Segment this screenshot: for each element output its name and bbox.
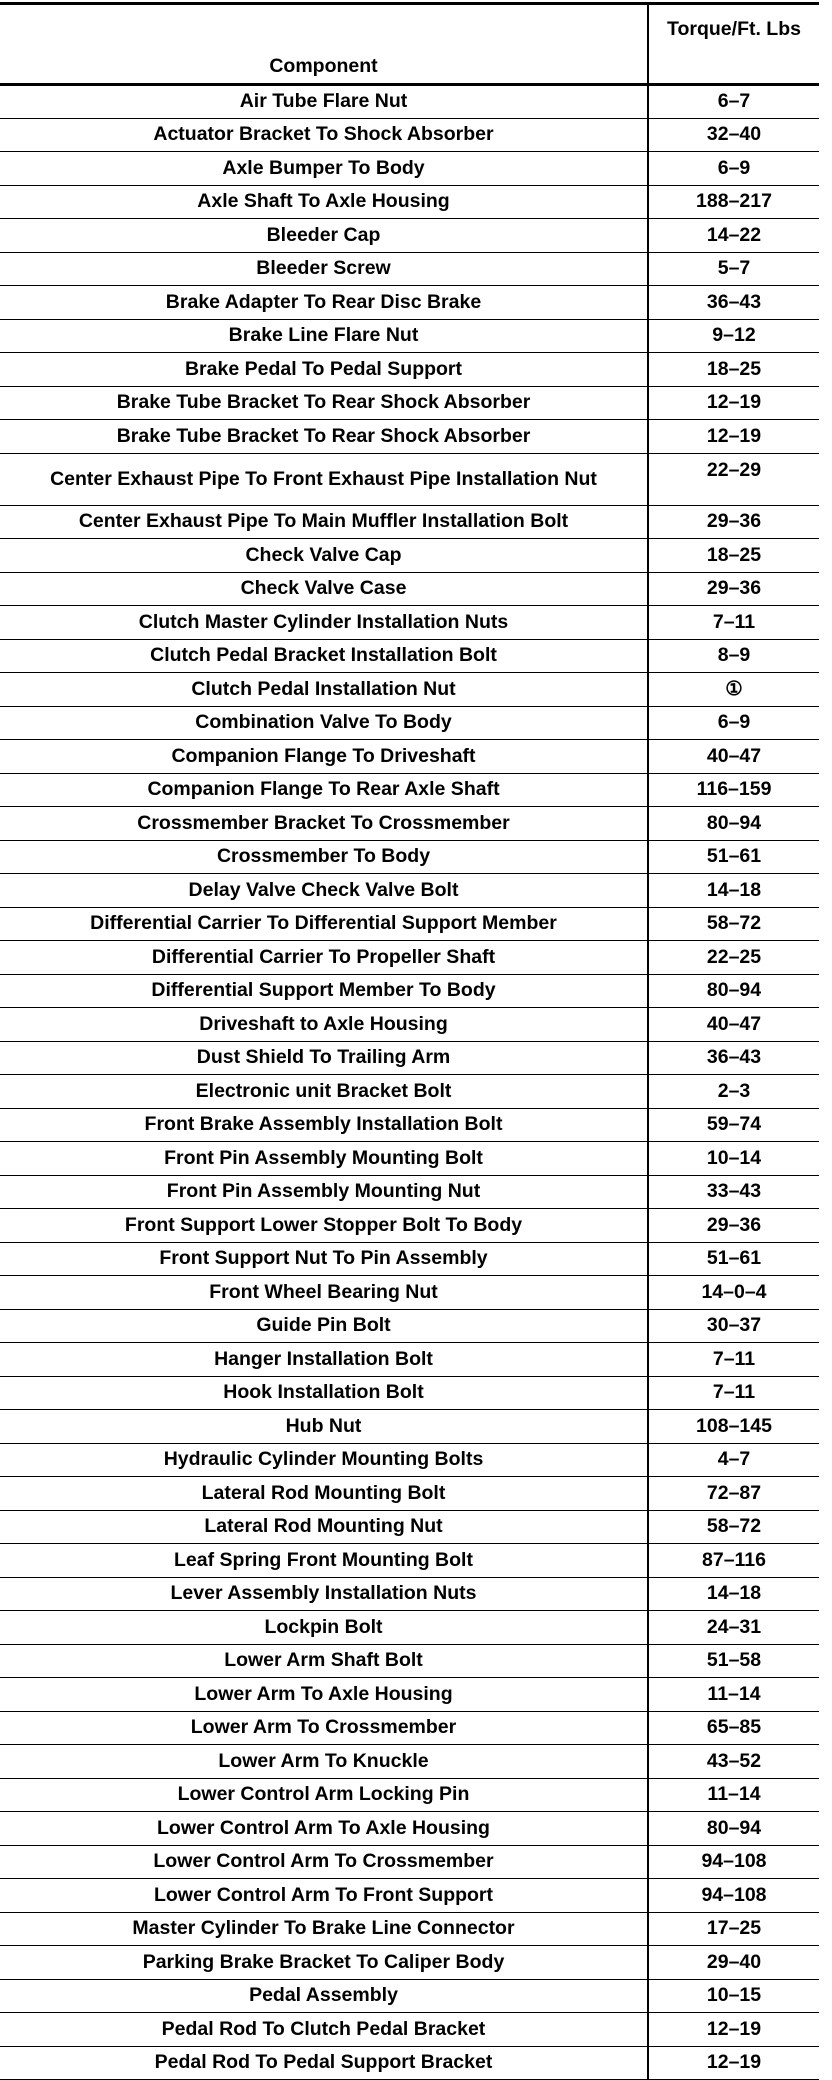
component-cell: Parking Brake Bracket To Caliper Body <box>0 1946 648 1980</box>
torque-cell: 30–37 <box>648 1309 819 1343</box>
component-cell: Lower Control Arm To Axle Housing <box>0 1812 648 1846</box>
component-cell: Crossmember Bracket To Crossmember <box>0 807 648 841</box>
torque-cell: 6–9 <box>648 706 819 740</box>
table-body <box>0 85 819 2080</box>
torque-column-header: Torque/Ft. Lbs <box>648 4 819 85</box>
torque-cell: 7–11 <box>648 1376 819 1410</box>
component-cell: Axle Bumper To Body <box>0 152 648 186</box>
torque-cell: 108–145 <box>648 1410 819 1444</box>
table-row <box>0 1644 819 1678</box>
torque-cell: 94–108 <box>648 1845 819 1879</box>
component-cell: Clutch Master Cylinder Installation Nuts <box>0 606 648 640</box>
torque-cell: 4–7 <box>648 1443 819 1477</box>
torque-cell: 12–19 <box>648 2046 819 2080</box>
component-cell: Clutch Pedal Bracket Installation Bolt <box>0 639 648 673</box>
torque-cell: 12–19 <box>648 420 819 454</box>
table-row <box>0 185 819 219</box>
table-row <box>0 219 819 253</box>
torque-cell: 29–36 <box>648 505 819 539</box>
component-cell: Actuator Bracket To Shock Absorber <box>0 118 648 152</box>
table-row <box>0 606 819 640</box>
torque-cell: 80–94 <box>648 1812 819 1846</box>
table-row <box>0 773 819 807</box>
component-cell: Hanger Installation Bolt <box>0 1343 648 1377</box>
table-row <box>0 286 819 320</box>
table-row <box>0 1108 819 1142</box>
component-cell: Guide Pin Bolt <box>0 1309 648 1343</box>
table-row <box>0 1678 819 1712</box>
table-row <box>0 1745 819 1779</box>
table-row <box>0 673 819 707</box>
torque-cell: 36–43 <box>648 286 819 320</box>
torque-cell: 6–9 <box>648 152 819 186</box>
table-row <box>0 1276 819 1310</box>
component-cell: Differential Carrier To Differential Support Member <box>0 907 648 941</box>
component-cell: Front Pin Assembly Mounting Bolt <box>0 1142 648 1176</box>
component-cell: Check Valve Case <box>0 572 648 606</box>
torque-cell: 58–72 <box>648 1510 819 1544</box>
component-cell: Combination Valve To Body <box>0 706 648 740</box>
table-row <box>0 2013 819 2047</box>
table-row <box>0 1142 819 1176</box>
table-row <box>0 1577 819 1611</box>
component-cell: Electronic unit Bracket Bolt <box>0 1075 648 1109</box>
table-row <box>0 252 819 286</box>
table-row <box>0 639 819 673</box>
component-cell: Lateral Rod Mounting Bolt <box>0 1477 648 1511</box>
component-cell: Hydraulic Cylinder Mounting Bolts <box>0 1443 648 1477</box>
table-row <box>0 840 819 874</box>
table-header <box>0 4 819 85</box>
torque-cell: 9–12 <box>648 319 819 353</box>
table-row <box>0 1778 819 1812</box>
torque-cell: 80–94 <box>648 807 819 841</box>
torque-cell: 65–85 <box>648 1711 819 1745</box>
torque-cell: 40–47 <box>648 740 819 774</box>
table-row <box>0 974 819 1008</box>
component-cell: Lower Control Arm To Front Support <box>0 1879 648 1913</box>
table-row <box>0 1879 819 1913</box>
component-cell: Clutch Pedal Installation Nut <box>0 673 648 707</box>
torque-cell: 80–94 <box>648 974 819 1008</box>
component-cell: Lower Control Arm Locking Pin <box>0 1778 648 1812</box>
torque-cell: 10–14 <box>648 1142 819 1176</box>
table-row <box>0 1376 819 1410</box>
torque-cell: 12–19 <box>648 386 819 420</box>
torque-cell: 29–36 <box>648 572 819 606</box>
component-cell: Lower Control Arm To Crossmember <box>0 1845 648 1879</box>
table-row <box>0 907 819 941</box>
component-cell: Crossmember To Body <box>0 840 648 874</box>
torque-cell: 22–29 <box>648 453 819 505</box>
torque-cell: 11–14 <box>648 1778 819 1812</box>
table-row <box>0 453 819 505</box>
torque-cell: 8–9 <box>648 639 819 673</box>
table-row <box>0 1912 819 1946</box>
component-cell: Front Support Nut To Pin Assembly <box>0 1242 648 1276</box>
table-row <box>0 1443 819 1477</box>
torque-cell: 116–159 <box>648 773 819 807</box>
component-cell: Hook Installation Bolt <box>0 1376 648 1410</box>
component-cell: Center Exhaust Pipe To Main Muffler Installation Bolt <box>0 505 648 539</box>
torque-cell: 94–108 <box>648 1879 819 1913</box>
table-row <box>0 1477 819 1511</box>
component-cell: Lateral Rod Mounting Nut <box>0 1510 648 1544</box>
torque-cell: 14–0–4 <box>648 1276 819 1310</box>
torque-cell: 18–25 <box>648 353 819 387</box>
component-cell: Dust Shield To Trailing Arm <box>0 1041 648 1075</box>
torque-cell: 22–25 <box>648 941 819 975</box>
component-cell: Bleeder Cap <box>0 219 648 253</box>
torque-cell: 6–7 <box>648 85 819 119</box>
table-row <box>0 319 819 353</box>
component-cell: Center Exhaust Pipe To Front Exhaust Pipe Installation Nut <box>0 453 648 505</box>
torque-cell: 33–43 <box>648 1175 819 1209</box>
component-cell: Companion Flange To Driveshaft <box>0 740 648 774</box>
torque-cell: 24–31 <box>648 1611 819 1645</box>
component-cell: Front Support Lower Stopper Bolt To Body <box>0 1209 648 1243</box>
torque-cell: 51–58 <box>648 1644 819 1678</box>
table-row <box>0 118 819 152</box>
component-cell: Front Brake Assembly Installation Bolt <box>0 1108 648 1142</box>
torque-cell: 72–87 <box>648 1477 819 1511</box>
table-row <box>0 85 819 119</box>
torque-cell: 5–7 <box>648 252 819 286</box>
torque-cell: 29–40 <box>648 1946 819 1980</box>
torque-cell: 51–61 <box>648 1242 819 1276</box>
torque-cell: 14–18 <box>648 874 819 908</box>
table-row <box>0 874 819 908</box>
torque-cell: 11–14 <box>648 1678 819 1712</box>
component-cell: Driveshaft to Axle Housing <box>0 1008 648 1042</box>
table-row <box>0 1979 819 2013</box>
table-row <box>0 420 819 454</box>
table-row <box>0 1075 819 1109</box>
component-cell: Brake Tube Bracket To Rear Shock Absorber <box>0 386 648 420</box>
table-row <box>0 1845 819 1879</box>
torque-cell: 87–116 <box>648 1544 819 1578</box>
component-cell: Lower Arm To Knuckle <box>0 1745 648 1779</box>
component-cell: Differential Carrier To Propeller Shaft <box>0 941 648 975</box>
table-row <box>0 539 819 573</box>
torque-cell: 29–36 <box>648 1209 819 1243</box>
torque-cell: 14–22 <box>648 219 819 253</box>
component-cell: Master Cylinder To Brake Line Connector <box>0 1912 648 1946</box>
table-row <box>0 1711 819 1745</box>
table-row <box>0 1544 819 1578</box>
table-row <box>0 1510 819 1544</box>
torque-cell: 14–18 <box>648 1577 819 1611</box>
torque-cell: 43–52 <box>648 1745 819 1779</box>
table-row <box>0 386 819 420</box>
table-row <box>0 1812 819 1846</box>
table-row <box>0 1343 819 1377</box>
component-cell: Lever Assembly Installation Nuts <box>0 1577 648 1611</box>
torque-cell: 59–74 <box>648 1108 819 1142</box>
table-row <box>0 1008 819 1042</box>
table-row <box>0 572 819 606</box>
table-row <box>0 353 819 387</box>
torque-cell: 36–43 <box>648 1041 819 1075</box>
component-cell: Lower Arm To Axle Housing <box>0 1678 648 1712</box>
component-cell: Brake Adapter To Rear Disc Brake <box>0 286 648 320</box>
component-cell: Axle Shaft To Axle Housing <box>0 185 648 219</box>
component-cell: Brake Pedal To Pedal Support <box>0 353 648 387</box>
torque-cell: 58–72 <box>648 907 819 941</box>
component-cell: Pedal Rod To Clutch Pedal Bracket <box>0 2013 648 2047</box>
table-row <box>0 807 819 841</box>
component-cell: Bleeder Screw <box>0 252 648 286</box>
torque-cell: 40–47 <box>648 1008 819 1042</box>
header-row <box>0 4 819 85</box>
table-row <box>0 941 819 975</box>
component-cell: Lower Arm To Crossmember <box>0 1711 648 1745</box>
component-cell: Differential Support Member To Body <box>0 974 648 1008</box>
component-cell: Pedal Assembly <box>0 1979 648 2013</box>
torque-cell: 7–11 <box>648 1343 819 1377</box>
torque-spec-table <box>0 2 819 2080</box>
torque-cell: 7–11 <box>648 606 819 640</box>
table-row <box>0 2046 819 2080</box>
torque-cell: 18–25 <box>648 539 819 573</box>
torque-spec-page <box>0 2 832 2080</box>
component-cell: Brake Tube Bracket To Rear Shock Absorber <box>0 420 648 454</box>
component-cell: Air Tube Flare Nut <box>0 85 648 119</box>
table-row <box>0 1410 819 1444</box>
component-cell: Front Pin Assembly Mounting Nut <box>0 1175 648 1209</box>
table-row <box>0 1175 819 1209</box>
table-row <box>0 1041 819 1075</box>
component-column-header: Component <box>0 4 648 85</box>
table-row <box>0 1309 819 1343</box>
table-row <box>0 740 819 774</box>
component-cell: Brake Line Flare Nut <box>0 319 648 353</box>
table-row <box>0 706 819 740</box>
table-row <box>0 152 819 186</box>
component-cell: Companion Flange To Rear Axle Shaft <box>0 773 648 807</box>
component-cell: Delay Valve Check Valve Bolt <box>0 874 648 908</box>
component-cell: Pedal Rod To Pedal Support Bracket <box>0 2046 648 2080</box>
component-cell: Lockpin Bolt <box>0 1611 648 1645</box>
torque-cell: 17–25 <box>648 1912 819 1946</box>
component-cell: Hub Nut <box>0 1410 648 1444</box>
table-row <box>0 1242 819 1276</box>
component-cell: Front Wheel Bearing Nut <box>0 1276 648 1310</box>
torque-cell: 32–40 <box>648 118 819 152</box>
table-row <box>0 1946 819 1980</box>
torque-cell: ① <box>648 673 819 707</box>
table-row <box>0 1209 819 1243</box>
table-row <box>0 1611 819 1645</box>
torque-cell: 2–3 <box>648 1075 819 1109</box>
component-cell: Leaf Spring Front Mounting Bolt <box>0 1544 648 1578</box>
torque-cell: 51–61 <box>648 840 819 874</box>
torque-cell: 10–15 <box>648 1979 819 2013</box>
component-cell: Check Valve Cap <box>0 539 648 573</box>
table-row <box>0 505 819 539</box>
torque-cell: 12–19 <box>648 2013 819 2047</box>
torque-cell: 188–217 <box>648 185 819 219</box>
component-cell: Lower Arm Shaft Bolt <box>0 1644 648 1678</box>
